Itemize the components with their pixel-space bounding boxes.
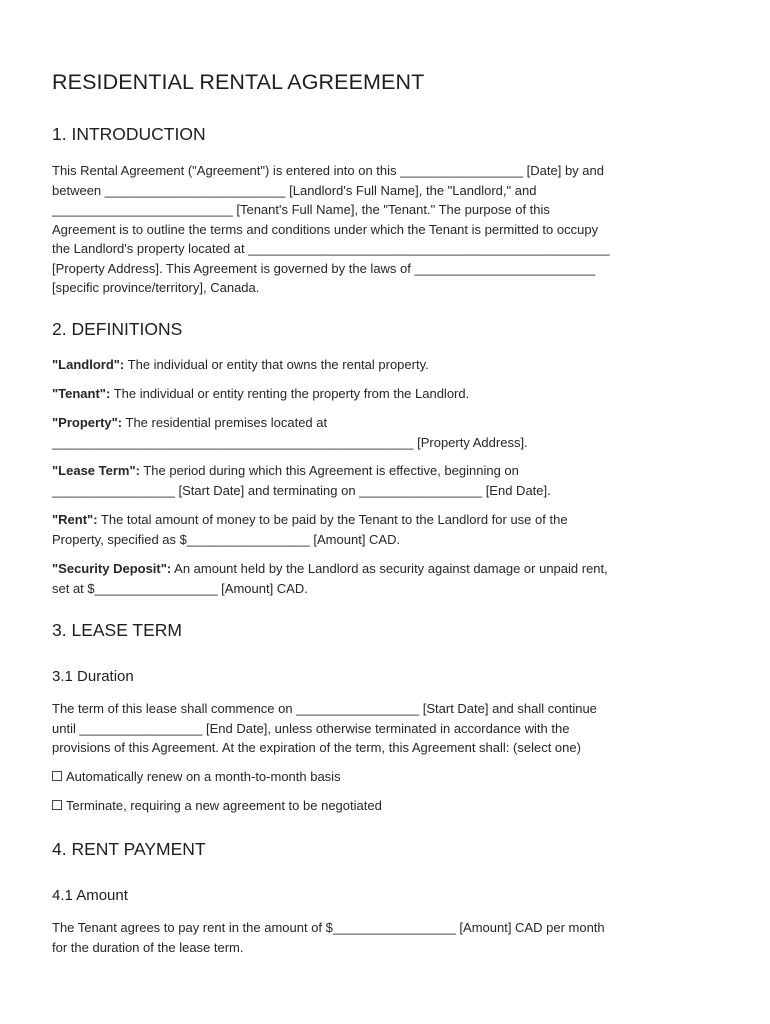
- introduction-line: Agreement is to outline the terms and conditions under which the Tenant is permitted to occupy: [52, 221, 599, 237]
- amount-line: for the duration of the lease term.: [52, 939, 244, 955]
- definition-term: "Rent":: [52, 512, 98, 527]
- definition-lease-term: [52, 461, 722, 500]
- definition-tenant: [52, 384, 722, 404]
- introduction-line: This Rental Agreement ("Agreement") is entered into on this _________________ [Date] by and: [52, 163, 604, 178]
- checkbox-icon[interactable]: [52, 800, 62, 810]
- definition-landlord: [52, 355, 722, 375]
- amount-paragraph: [52, 918, 722, 957]
- definition-property: [52, 413, 722, 452]
- duration-line: until _________________ [End Date], unless otherwise terminated in accordance with the: [52, 720, 570, 736]
- introduction-paragraph: [52, 161, 722, 298]
- definition-term: "Landlord":: [52, 357, 125, 372]
- definition-text: The individual or entity renting the property from the Landlord.: [110, 386, 470, 401]
- definition-text: Property, specified as $_________________ [Amount] CAD.: [52, 531, 401, 547]
- subsection-heading-amount: 4.1 Amount: [52, 887, 128, 904]
- introduction-line: the Landlord's property located at __________________________________________________: [52, 241, 610, 256]
- definition-text: _________________ [Start Date] and terminating on _________________ [End Date].: [52, 482, 551, 498]
- definition-text: set at $_________________ [Amount] CAD.: [52, 580, 308, 596]
- option-auto-renew[interactable]: [52, 767, 341, 787]
- amount-line: The Tenant agrees to pay rent in the amount of $_________________ [Amount] CAD per month: [52, 920, 605, 935]
- introduction-line: _________________________ [Tenant's Full Name], the "Tenant." The purpose of this: [52, 202, 550, 217]
- option-terminate[interactable]: [52, 796, 382, 816]
- definition-text: An amount held by the Landlord as security against damage or unpaid rent,: [171, 561, 608, 576]
- definition-term: "Tenant":: [52, 386, 111, 401]
- subsection-heading-duration: 3.1 Duration: [52, 668, 134, 685]
- section-heading-rent-payment: 4. RENT PAYMENT: [52, 839, 206, 859]
- definition-text: The residential premises located at: [122, 415, 328, 430]
- introduction-line: between _________________________ [Landlord's Full Name], the "Landlord," and: [52, 182, 537, 198]
- document-title: RESIDENTIAL RENTAL AGREEMENT: [52, 70, 425, 94]
- duration-line: The term of this lease shall commence on _________________ [Start Date] and shall continue: [52, 701, 597, 716]
- option-label: Automatically renew on a month-to-month basis: [66, 769, 341, 784]
- section-heading-lease-term: 3. LEASE TERM: [52, 620, 183, 640]
- introduction-line: [specific province/territory], Canada.: [52, 280, 260, 295]
- section-heading-introduction: 1. INTRODUCTION: [52, 124, 206, 144]
- definition-text: The total amount of money to be paid by the Tenant to the Landlord for use of the: [97, 512, 568, 527]
- duration-paragraph: [52, 699, 722, 758]
- definition-rent: [52, 510, 722, 549]
- duration-line: provisions of this Agreement. At the expiration of the term, this Agreement shall: (select one): [52, 740, 581, 755]
- checkbox-icon[interactable]: [52, 771, 62, 781]
- definition-text: __________________________________________________ [Property Address].: [52, 434, 528, 450]
- definition-term: "Property":: [52, 415, 123, 430]
- definition-security-deposit: [52, 559, 722, 598]
- definition-term: "Security Deposit":: [52, 561, 172, 576]
- option-label: Terminate, requiring a new agreement to be negotiated: [66, 798, 382, 813]
- definition-term: "Lease Term":: [52, 463, 140, 478]
- introduction-line: [Property Address]. This Agreement is governed by the laws of _________________________: [52, 260, 596, 276]
- section-heading-definitions: 2. DEFINITIONS: [52, 319, 183, 339]
- definition-text: The individual or entity that owns the rental property.: [124, 357, 429, 372]
- definition-text: The period during which this Agreement is effective, beginning on: [139, 463, 519, 478]
